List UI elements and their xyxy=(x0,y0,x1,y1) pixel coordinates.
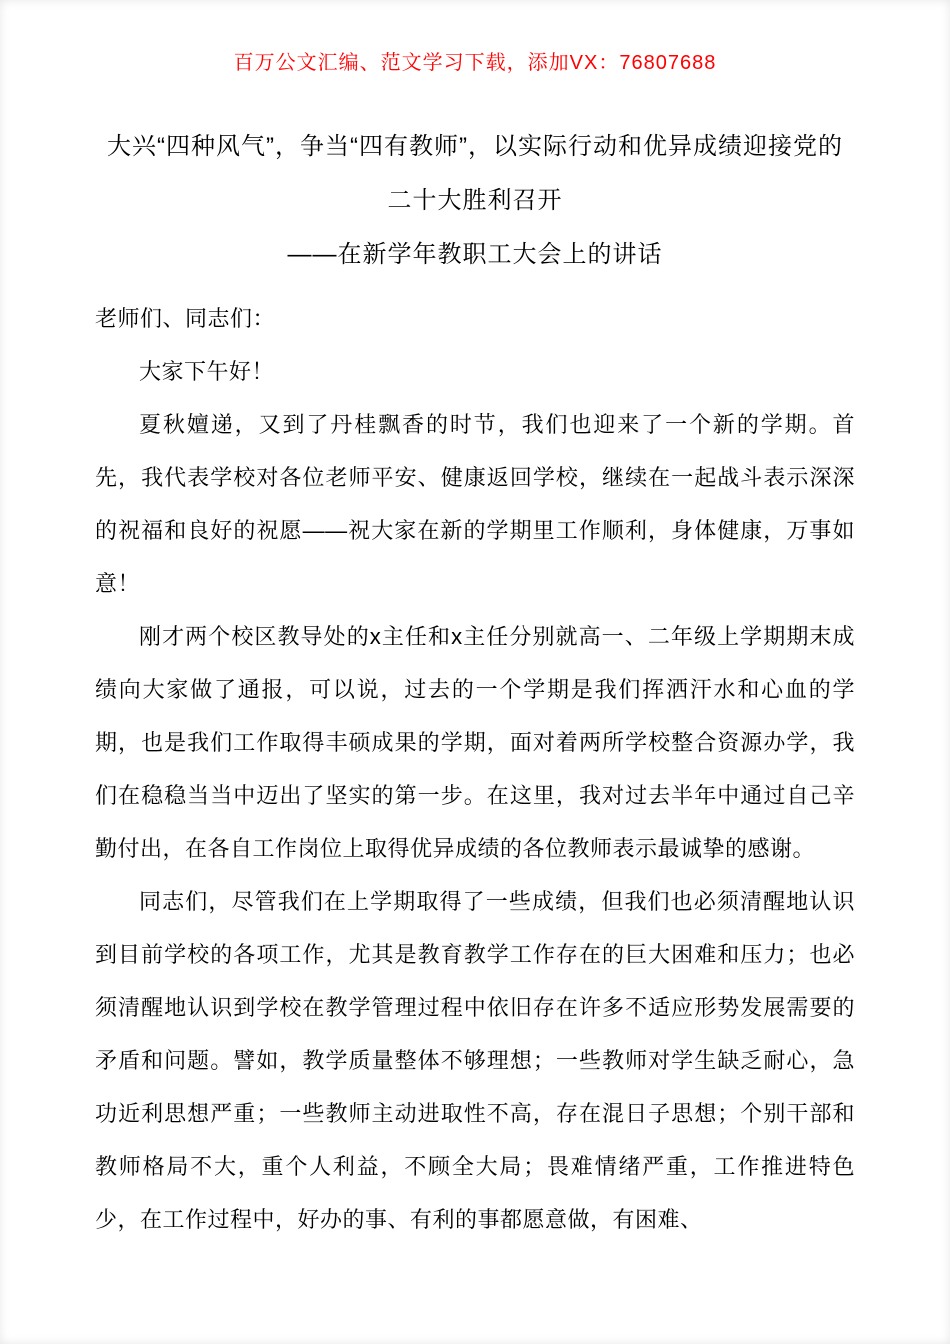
paragraph: 老师们、同志们： xyxy=(95,306,276,331)
paragraph: 刚才两个校区教导处的x主任和x主任分别就高一、二年级上学期期末成绩向大家做了通报，可以说，过去的一个学期是我们挥洒汗水和心血的学期，也是我们工作取得丰硕成果的学期，面对着两所学校整合资源办学，我们在稳稳当当中迈出了坚实的第一步。在这里，我对过去半年中通过自己辛勤付出，在各自工作岗位上取得优异成绩的各位教师表示最诚挚的感谢。 xyxy=(95,624,855,861)
document-title: 大兴“四种风气”，争当“四有教师”，以实际行动和优异成绩迎接党的二十大胜利召开 xyxy=(107,133,843,214)
document-body xyxy=(95,292,855,1246)
document-subtitle: ——在新学年教职工大会上的讲话 xyxy=(287,241,663,268)
paragraph: 同志们，尽管我们在上学期取得了一些成绩，但我们也必须清醒地认识到目前学校的各项工作，尤其是教育教学工作存在的巨大困难和压力；也必须清醒地认识到学校在教学管理过程中依旧存在许多不适应形势发展需要的矛盾和问题。譬如，教学质量整体不够理想；一些教师对学生缺乏耐心，急功近利思想严重；一些教师主动进取性不高，存在混日子思想；个别干部和教师格局不大，重个人利益，不顾全大局；畏难情绪严重，工作推进特色少，在工作过程中，好办的事、有利的事都愿意做，有困难、 xyxy=(95,889,855,1232)
promo-header-text: 百万公文汇编、范文学习下载，添加VX：76807688 xyxy=(233,52,717,74)
paragraph: 夏秋嬗递，又到了丹桂飘香的时节，我们也迎来了一个新的学期。首先，我代表学校对各位老师平安、健康返回学校，继续在一起战斗表示深深的祝福和良好的祝愿——祝大家在新的学期里工作顺利，身体健康，万事如意！ xyxy=(95,412,855,596)
paragraph: 大家下午好！ xyxy=(139,359,275,384)
